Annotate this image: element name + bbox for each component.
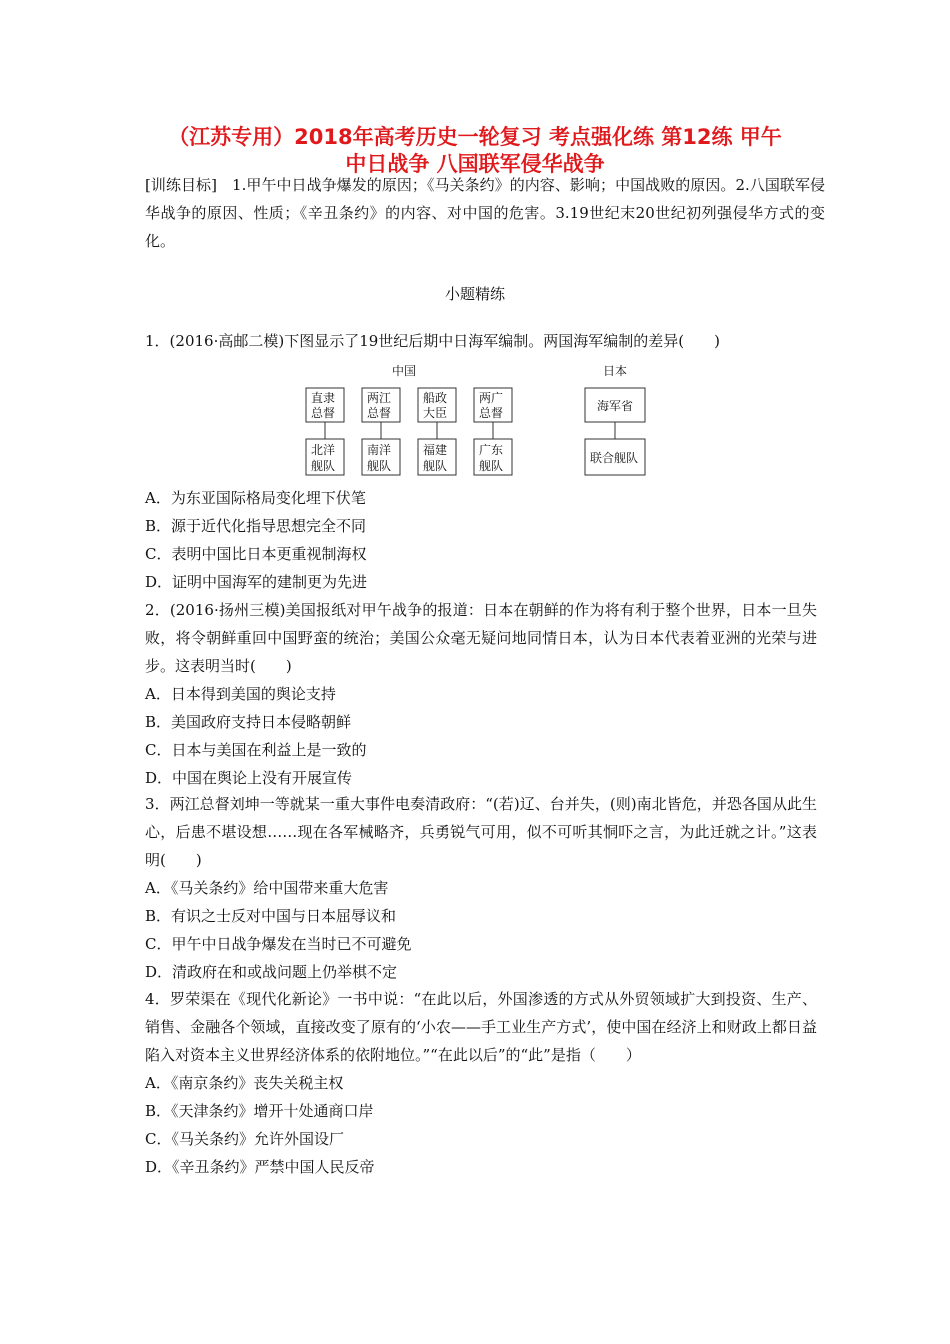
box-text: 舰队: [479, 459, 504, 473]
question-stem: 2．(2016·扬州三模)美国报纸对甲午战争的报道：日本在朝鲜的作为将有利于整个世界，日本一旦失败，将令朝鲜重回中国野蛮的统治；美国公众毫无疑问地同情日本，认为日本代表着亚洲的光荣与进步。这表明当时( ): [145, 601, 817, 675]
option-b: B．美国政府支持日本侵略朝鲜: [145, 713, 352, 731]
question-4: [145, 985, 817, 1181]
box-text: 南洋: [367, 443, 392, 457]
box-text: 广东: [479, 443, 504, 457]
china-column-lianguang: [474, 388, 512, 475]
box-text: 总督: [479, 406, 504, 420]
box-text: 海军省: [597, 399, 634, 413]
question-2: [145, 596, 817, 792]
option-c: C．甲午中日战争爆发在当时已不可避免: [145, 935, 412, 953]
option-d: D．《辛丑条约》严禁中国人民反帝: [145, 1158, 375, 1176]
box-text: 北洋: [311, 443, 336, 457]
box-text: 大臣: [423, 406, 448, 420]
box-text: 船政: [423, 391, 448, 405]
box-text: 两江: [367, 391, 392, 405]
question-1: [145, 327, 817, 355]
box-text: 福建: [423, 443, 448, 457]
page-title: [120, 124, 830, 178]
japan-column: [585, 388, 645, 475]
section-heading: 小题精练: [444, 285, 505, 303]
box-text: 联合舰队: [590, 451, 639, 465]
question-1-options: [145, 484, 817, 596]
box-text: 舰队: [423, 459, 448, 473]
question-stem: 1．(2016·高邮二模)下图显示了19世纪后期中日海军编制。两国海军编制的差异( ): [145, 332, 720, 350]
option-b: B．有识之士反对中国与日本屈辱议和: [145, 907, 397, 925]
question-stem: 3．两江总督刘坤一等就某一重大事件电奏清政府：“(若)辽、台并失，(则)南北皆危，并恐各国从此生心，后患不堪设想……现在各军械略齐，兵勇锐气可用，似不可听其恫吓之言，为此迁就之计。”这表明( ): [145, 795, 817, 869]
question-stem: 4．罗荣渠在《现代化新论》一书中说：“在此以后，外国渗透的方式从外贸领域扩大到投资、生产、销售、金融各个领域，直接改变了原有的‘小农——手工业生产方式’，使中国在经济上和财政上都日益陷入对资本主义世界经济体系的依附地位。”“在此以后”的“此”是指（ ）: [145, 990, 817, 1064]
option-a: A．日本得到美国的舆论支持: [145, 685, 336, 703]
option-c: C．日本与美国在利益上是一致的: [145, 741, 367, 759]
box-text: 总督: [311, 406, 336, 420]
navy-organization-diagram: [0, 358, 950, 483]
option-a: A．《马关条约》给中国带来重大危害: [145, 879, 389, 897]
page-title-line-1: （江苏专用）2018年高考历史一轮复习 考点强化练 第12练 甲午: [168, 125, 782, 149]
option-a: A．《南京条约》丧失关税主权: [145, 1074, 344, 1092]
diagram-label-china: 中国: [392, 364, 417, 378]
china-column-chuanzheng: [418, 388, 456, 475]
option-d: D．清政府在和或战问题上仍举棋不定: [145, 963, 398, 981]
training-objectives: [训练目标] 1.甲午中日战争爆发的原因；《马关条约》的内容、影响；中国战败的原因。2.八国联军侵华战争的原因、性质；《辛丑条约》的内容、对中国的危害。3.19世纪末20世纪初列强侵华方式的变化。: [145, 176, 825, 250]
box-text: 两广: [479, 391, 504, 405]
box-text: 舰队: [311, 459, 336, 473]
option-b: B．《天津条约》增开十处通商口岸: [145, 1102, 374, 1120]
option-d: D．中国在舆论上没有开展宣传: [145, 769, 353, 787]
box-text: 总督: [367, 406, 392, 420]
option-d: D．证明中国海军的建制更为先进: [145, 573, 368, 591]
box-text: 舰队: [367, 459, 392, 473]
option-b: B．源于近代化指导思想完全不同: [145, 517, 367, 535]
box-text: 直隶: [311, 391, 336, 405]
diagram-label-japan: 日本: [603, 364, 628, 378]
china-column-liangjiang: [362, 388, 400, 475]
option-c: C．表明中国比日本更重视制海权: [145, 545, 367, 563]
option-c: C．《马关条约》允许外国设厂: [145, 1130, 344, 1148]
option-a: A．为东亚国际格局变化埋下伏笔: [145, 489, 366, 507]
page-title-line-2: 中日战争 八国联军侵华战争: [345, 152, 605, 176]
question-3: [145, 790, 817, 986]
china-column-zhili: [306, 388, 344, 475]
